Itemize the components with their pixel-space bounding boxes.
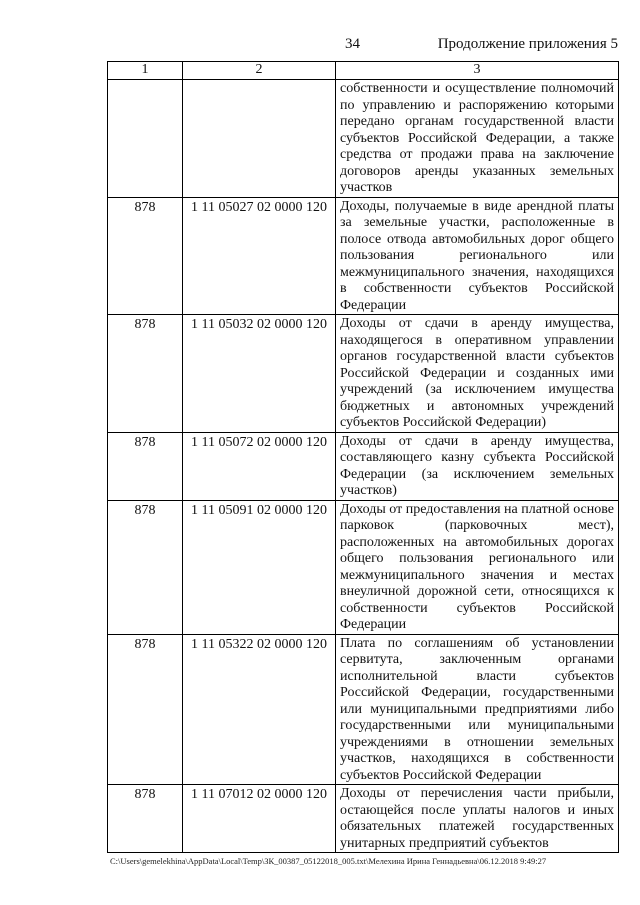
column-header: 3	[336, 62, 619, 80]
column-header: 2	[183, 62, 336, 80]
table-row	[108, 500, 619, 634]
admin-code-cell: 878	[108, 634, 183, 785]
table-row	[108, 197, 619, 315]
kbk-code-cell: 1 11 05027 02 0000 120	[183, 197, 336, 315]
description-cell: Доходы от перечисления части прибыли, остающейся после уплаты налогов и иных обязательных платежей государственных унитарных предприятий субъектов	[336, 785, 619, 853]
kbk-code-cell: 1 11 07012 02 0000 120	[183, 785, 336, 853]
table-row	[108, 432, 619, 500]
admin-code-cell: 878	[108, 500, 183, 634]
description-cell: Доходы от сдачи в аренду имущества, составляющего казну субъекта Российской Федерации (за исключением земельных участков)	[336, 432, 619, 500]
kbk-code-cell	[183, 80, 336, 198]
table-row	[108, 315, 619, 433]
table-header-row	[108, 62, 619, 80]
table-row	[108, 634, 619, 785]
description-cell: Плата по соглашениям об установлении сервитута, заключенным органами исполнительной власти субъектов Российской Федерации, государственными или муниципальными предприятиями либо государственными или муниципальными учреждениями в отношении земельных участков, находящихся в собственности субъектов Российской Федерации	[336, 634, 619, 785]
description-cell: Доходы от сдачи в аренду имущества, находящегося в оперативном управлении органов государственной власти субъектов Российской Федерации и созданных ими учреждений (за исключением имущества бюджетных и автономных учреждений субъектов Российской Федерации)	[336, 315, 619, 433]
column-header: 1	[108, 62, 183, 80]
kbk-code-cell: 1 11 05322 02 0000 120	[183, 634, 336, 785]
admin-code-cell: 878	[108, 785, 183, 853]
admin-code-cell: 878	[108, 432, 183, 500]
kbk-code-cell: 1 11 05091 02 0000 120	[183, 500, 336, 634]
admin-code-cell: 878	[108, 197, 183, 315]
description-cell: собственности и осуществление полномочий по управлению и распоряжению которыми передано органам государственной власти субъектов Российской Федерации, а также средства от продажи права на заключение договоров аренды указанных земельных участков	[336, 80, 619, 198]
admin-code-cell: 878	[108, 315, 183, 433]
continuation-title: Продолжение приложения 5	[437, 36, 618, 52]
table-row	[108, 785, 619, 853]
table-row	[108, 80, 619, 198]
page-number: 34	[345, 36, 360, 52]
description-cell: Доходы от предоставления на платной основе парковок (парковочных мест), расположенных на автомобильных дорогах общего пользования регионального или межмуниципального значения и местах внеуличной дорожной сети, относящихся к собственности субъектов Российской Федерации	[336, 500, 619, 634]
file-path-footer: C:\Users\gemelekhina\AppData\Local\Temp\ЗК_00387_05122018_005.txt\Мелехина Ирина Геннадьевна\06.12.2018 9:49:27	[110, 856, 547, 866]
revenue-table	[107, 61, 619, 853]
kbk-code-cell: 1 11 05072 02 0000 120	[183, 432, 336, 500]
kbk-code-cell: 1 11 05032 02 0000 120	[183, 315, 336, 433]
description-cell: Доходы, получаемые в виде арендной платы за земельные участки, расположенные в полосе отвода автомобильных дорог общего пользования регионального или межмуниципального значения, находящихся в собственности субъектов Российской Федерации	[336, 197, 619, 315]
admin-code-cell	[108, 80, 183, 198]
